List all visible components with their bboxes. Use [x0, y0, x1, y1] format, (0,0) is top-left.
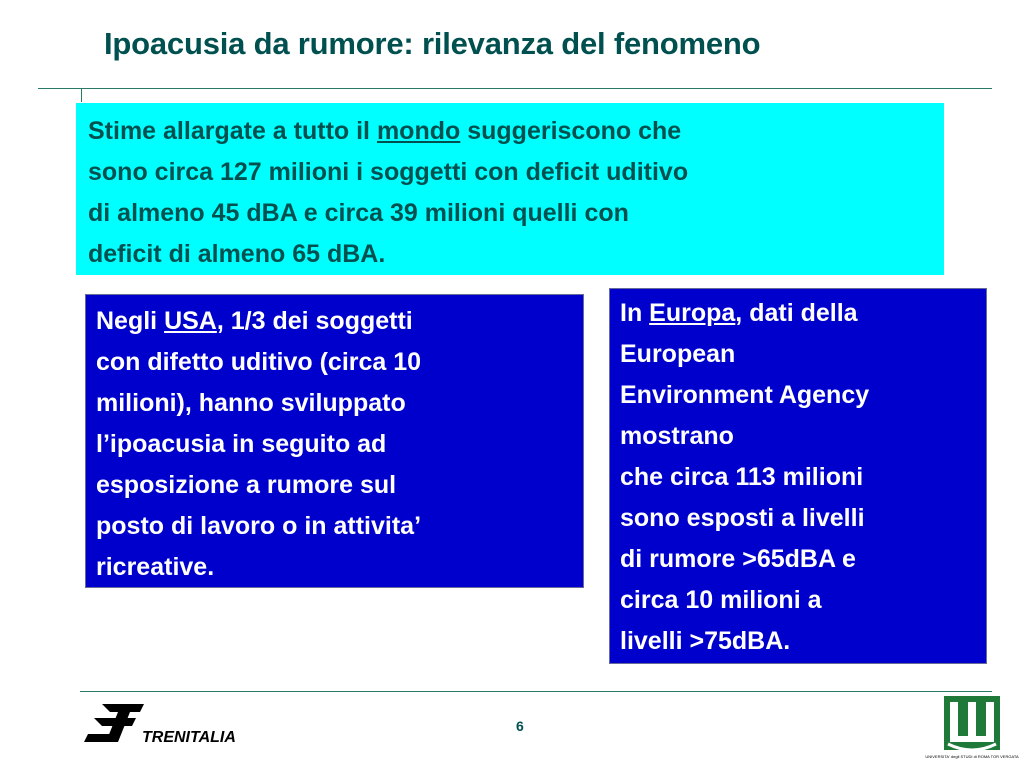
europe-line-5: che circa 113 milioni — [620, 463, 864, 491]
world-line-4: deficit di almeno 65 dBA. — [88, 240, 386, 268]
usa-line-5: esposizione a rumore sul — [96, 471, 397, 499]
europa-link[interactable]: Europa — [649, 299, 736, 327]
usa-line-4: l’ipoacusia in seguito ad — [96, 430, 387, 458]
europe-line-2: European — [620, 340, 736, 368]
usa-line-3: milioni), hanno sviluppato — [96, 389, 406, 417]
usa-text: Negli — [96, 307, 165, 335]
world-line-3: di almeno 45 dBA e circa 39 milioni quelli con — [88, 199, 629, 227]
world-line-2: sono circa 127 milioni i soggetti con deficit uditivo — [88, 158, 689, 186]
world-link-mondo[interactable]: mondo — [376, 117, 461, 145]
top-divider — [38, 88, 992, 89]
usa-line-1 — [96, 301, 573, 342]
world-line-1 — [88, 111, 932, 152]
page-number: 6 — [516, 718, 524, 734]
bottom-divider — [80, 691, 992, 692]
europe-line-8: circa 10 milioni a — [620, 586, 822, 614]
europe-box — [609, 288, 987, 664]
world-estimate-box — [76, 103, 944, 275]
world-text: Stime allargate a tutto il — [88, 117, 377, 145]
europe-line-7: di rumore >65dBA e — [620, 545, 856, 573]
europe-line-9: livelli >75dBA. — [620, 627, 791, 655]
usa-text: , 1/3 dei soggetti — [216, 307, 413, 335]
europe-text: , dati della — [735, 299, 858, 327]
europe-line-4: mostrano — [620, 422, 734, 450]
europe-line-1 — [620, 293, 976, 334]
usa-line-7: ricreative. — [96, 553, 215, 581]
top-divider-tick — [81, 88, 82, 102]
trenitalia-logo-text: TRENITALIA — [142, 729, 236, 746]
usa-line-2: con difetto uditivo (circa 10 — [96, 348, 422, 376]
usa-box — [85, 294, 584, 588]
univ-logo-text: UNIVERSITA' degli STUDI di ROMA TOR VERGATA — [925, 754, 1019, 759]
europe-text: In — [620, 299, 650, 327]
slide-title: Ipoacusia da rumore: rilevanza del fenomeno — [104, 26, 761, 61]
world-text: suggeriscono che — [460, 117, 682, 145]
europe-line-3: Environment Agency — [620, 381, 870, 409]
tor-vergata-logo — [925, 696, 1019, 764]
trenitalia-mark-stripe-1 — [102, 704, 144, 712]
trenitalia-mark-stripe-3 — [84, 734, 114, 742]
europe-line-6: sono esposti a livelli — [620, 504, 865, 532]
usa-link[interactable]: USA — [164, 307, 217, 335]
trenitalia-logo — [84, 700, 254, 750]
usa-line-6: posto di lavoro o in attivita’ — [96, 512, 422, 540]
